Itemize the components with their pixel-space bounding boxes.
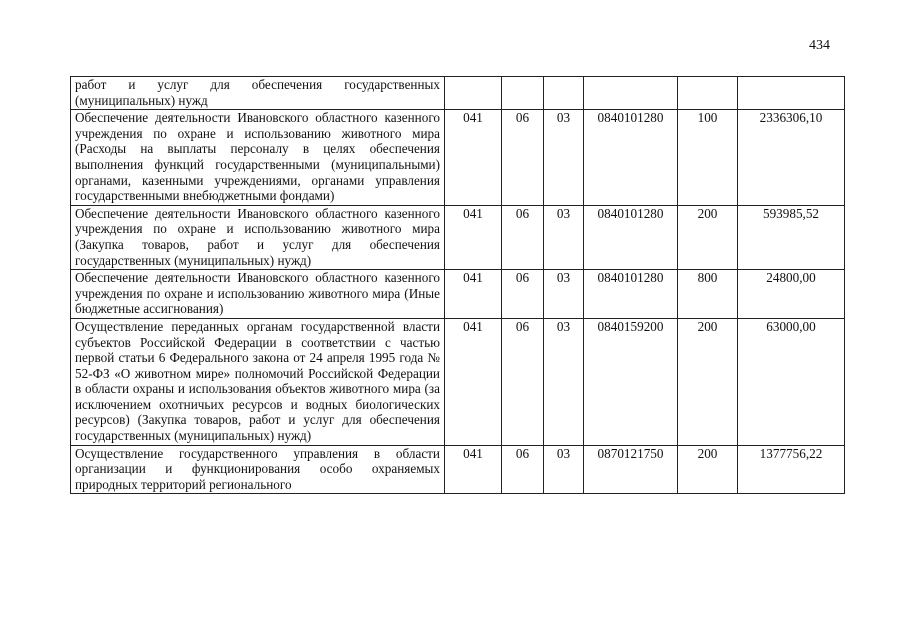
row-subsection-code: 03 xyxy=(544,270,584,319)
row-section-code: 06 xyxy=(502,318,544,445)
row-subsection-code: 03 xyxy=(544,445,584,494)
table-row xyxy=(71,445,845,494)
row-grbs-code xyxy=(445,77,502,110)
row-grbs-code: 041 xyxy=(445,318,502,445)
row-description: Осуществление государственного управления в области организации и функционирования особо охраняемых природных территорий регионального xyxy=(71,445,445,494)
row-target-article xyxy=(584,77,678,110)
row-subsection-code: 03 xyxy=(544,205,584,269)
row-target-article: 0840101280 xyxy=(584,110,678,206)
row-subsection-code xyxy=(544,77,584,110)
row-subsection-code: 03 xyxy=(544,318,584,445)
row-amount: 1377756,22 xyxy=(738,445,845,494)
row-amount: 2336306,10 xyxy=(738,110,845,206)
row-amount: 593985,52 xyxy=(738,205,845,269)
row-description: работ и услуг для обеспечения государственных (муниципальных) нужд xyxy=(71,77,445,110)
row-section-code xyxy=(502,77,544,110)
row-amount xyxy=(738,77,845,110)
table-row xyxy=(71,205,845,269)
row-expense-type: 200 xyxy=(678,445,738,494)
table-row xyxy=(71,318,845,445)
row-subsection-code: 03 xyxy=(544,110,584,206)
row-target-article: 0840101280 xyxy=(584,205,678,269)
row-target-article: 0840101280 xyxy=(584,270,678,319)
row-description: Осуществление переданных органам государственной власти субъектов Российской Федерации в соответствии с частью первой статьи 6 Федерального закона от 24 апреля 1995 года № 52-ФЗ «О животном мире» полномочий Российской Федерации в области охраны и использования объектов животного мира (за исключением охотничьих ресурсов и водных биологических ресурсов) (Закупка товаров, работ и услуг для обеспечения государственных (муниципальных) нужд) xyxy=(71,318,445,445)
table-row xyxy=(71,110,845,206)
row-grbs-code: 041 xyxy=(445,445,502,494)
row-amount: 63000,00 xyxy=(738,318,845,445)
row-target-article: 0840159200 xyxy=(584,318,678,445)
row-expense-type: 200 xyxy=(678,318,738,445)
row-grbs-code: 041 xyxy=(445,270,502,319)
budget-table xyxy=(70,76,845,494)
row-target-article: 0870121750 xyxy=(584,445,678,494)
row-description: Обеспечение деятельности Ивановского областного казенного учреждения по охране и использованию животного мира (Закупка товаров, работ и услуг для обеспечения государственных (муниципальных) нужд) xyxy=(71,205,445,269)
table-row xyxy=(71,270,845,319)
row-description: Обеспечение деятельности Ивановского областного казенного учреждения по охране и использованию животного мира (Иные бюджетные ассигнования) xyxy=(71,270,445,319)
table-row xyxy=(71,77,845,110)
row-expense-type: 100 xyxy=(678,110,738,206)
row-section-code: 06 xyxy=(502,270,544,319)
row-section-code: 06 xyxy=(502,110,544,206)
row-grbs-code: 041 xyxy=(445,205,502,269)
row-description: Обеспечение деятельности Ивановского областного казенного учреждения по охране и использованию животного мира (Расходы на выплаты персоналу в целях обеспечения выполнения функций государственными (муниципальными) органами, казенными учреждениями, органами управления государственными внебюджетными фондами) xyxy=(71,110,445,206)
row-expense-type: 200 xyxy=(678,205,738,269)
row-grbs-code: 041 xyxy=(445,110,502,206)
row-section-code: 06 xyxy=(502,205,544,269)
row-section-code: 06 xyxy=(502,445,544,494)
row-amount: 24800,00 xyxy=(738,270,845,319)
row-expense-type: 800 xyxy=(678,270,738,319)
row-expense-type xyxy=(678,77,738,110)
page-number: 434 xyxy=(809,38,830,53)
